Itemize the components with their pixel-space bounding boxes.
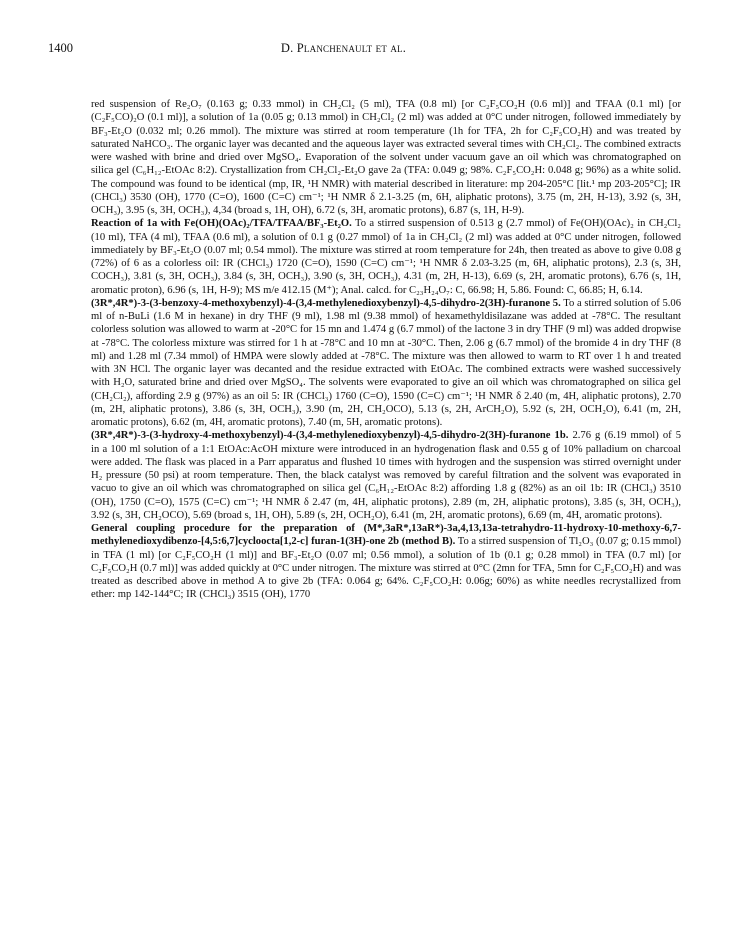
running-title: D. Planchenault et al. [280, 41, 407, 55]
paragraph-text: 2.76 g (6.19 mmol) of 5 in a 100 ml solution of a 1:1 EtOAc:AcOH mixture were introduced in an hydrogenation flask and 0.55 g of 10% palladium on charcoal were added. The flask was placed in a Parr apparatus and flushed 10 times with hydrogen and the suspension was stirred overnight under H₂ pressure (50 psi) at room temperature. Then, the black catalyst was removed by careful filtration and the solvent was evaporated in vacuo to give an oil which was chromatographed on silica gel (C₆H₁₂-EtOAc 8:2) affording 1.8 g (82%) as an oil 1b: IR (CHCl₃) 3510 (OH), 1750 (C=O), 1575 (C=C) cm⁻¹; ¹H NMR δ 2.47 (m, 4H, aliphatic protons), 2.89 (m, 2H, aliphatic protons), 3.85 (s, 3H, OCH₃), 3.92 (s, 3H, CH₂OCO), 5.69 (broad s, 1H, OH), 5.89 (s, 2H, OCH₂O), 6.41 (m, 2H, aromatic protons), 6.69 (m, 4H, aromatic protons). [91, 430, 681, 521]
body-text [91, 98, 681, 602]
paragraph: red suspension of Re₂O₇ (0.163 g; 0.33 mmol) in CH₂Cl₂ (5 ml), TFA (0.8 ml) [or C₂F₅CO₂H (0.6 ml)] and TFAA (0.1 ml) [or (C₂F₅CO)₂O (0.1 ml)], a solution of 1a (0.05 g; 0.13 mmol) in CH₂Cl₂ (2 ml) was added at 0°C under nitrogen, followed immediately by BF₃-Et₂O (0.032 ml; 0.26 mmol). The mixture was stirred at room temperature (1h for TFA, 2h for C₂F₅CO₂H) and was treated by saturated NaHCO₃. The organic layer was decanted and the aqueous layer was extracted several times with CH₂Cl₂. The combined extracts were washed with brine and dried over MgSO₄. Evaporation of the solvent under vacuum gave an oil which was chromatographed on silica gel (C₆H₁₂-EtOAc 8:2). Crystallization from CH₂Cl₂-Et₂O gave 2a (TFA: 0.049 g; 98%. C₂F₅CO₂H: 0.048 g; 96%) as a white solid. The compound was found to be identical (mp, IR, ¹H NMR) with material described in literature: mp 204-205°C [lit.¹ mp 203-205°C]; IR (CHCl₃) 3530 (OH), 1770 (C=O), 1600 (C=C) cm⁻¹; ¹H NMR δ 2.1-3.25 (m, 6H, aliphatic protons), 3.75 (m, 2H, H-13), 3.92 (s, 3H, OCH₃), 3.95 (s, 3H, OCH₃), 4,34 (broad s, 1H, OH), 6.72 (s, 3H, aromatic protons), 6.87 (s, 1H, H-9). [91, 99, 681, 216]
section-heading: Reaction of 1a with Fe(OH)(OAc)₂/TFA/TFAA/BF₃-Et₂O. [91, 218, 352, 230]
paragraph [91, 429, 681, 522]
paragraph-text: To a stirred suspension of 0.513 g (2.7 mmol) of Fe(OH)(OAc)₂ in CH₂Cl₂ (10 ml), TFA (4 ml), TFAA (0.6 ml), a solution of 0.1 g (0.27 mmol) of 1a in CH₂Cl₂ (2 ml) was added at 0°C under nitrogen, followed immediately by BF₃-Et₂O (0.07 ml; 0.54 mmol). The mixture was stirred at room temperature for 24h, then treated as above to give 0.08 g (72%) of 6 as a colorless oil: IR (CHCl₃) 1720 (C=O), 1590 (C=C) cm⁻¹; ¹H NMR δ 2.03-3.25 (m, 6H, aliphatic protons), 2.3 (s, 3H, COCH₃), 3.81 (s, 3H, OCH₃), 3.84 (s, 3H, OCH₃), 3.90 (s, 3H, OCH₃), 4.31 (m, 2H, H-13), 6.69 (s, 2H, aromatic protons), 6.76 (s, 1H, aromatic proton), 6.96 (s, 1H, H-9); MS m/e 412.15 (M⁺); Anal. calcd. for C₂₃H₂₄O₇: C, 66.98; H, 5.86. Found: C, 66.85; H, 6.14. [91, 218, 681, 296]
section-heading: (3R*,4R*)-3-(3-benzoxy-4-methoxybenzyl)-4-(3,4-methylenedioxybenzyl)-4,5-dihydro-2(3H)-furanone 5. [91, 297, 561, 309]
section-heading: General coupling procedure for the preparation of (M*,3aR*,13aR*)-3a,4,13,13a-tetrahydro-11-hydroxy-10-methoxy-6,7-methylenedioxydibenzo-[4,5:6,7]cycloocta[1,2-c] furan-1(3H)-one 2b (method B). [91, 523, 681, 548]
paragraph [91, 217, 681, 297]
paragraph [91, 297, 681, 430]
paragraph [91, 522, 681, 602]
section-heading: (3R*,4R*)-3-(3-hydroxy-4-methoxybenzyl)-4-(3,4-methylenedioxybenzyl)-4,5-dihydro-2(3H)-furanone 1b. [91, 430, 569, 442]
paragraph-text: To a stirred suspension of Tl₂O₃ (0.07 g; 0.15 mmol) in TFA (1 ml) [or C₂F₅CO₂H (1 ml)] and BF₃-Et₂O (0.07 ml; 0.56 mmol), a solution of 1b (0.1 g; 0.28 mmol) in TFA (0.7 ml) [or C₂F₅CO₂H (0.7 ml)] was added quickly at 0°C under nitrogen. The mixture was stirred at 0°C (2mn for TFA, 5mn for C₂F₅CO₂H) and was treated as described above in method A to give 2b (TFA: 0.064 g; 64%. C₂F₅CO₂H: 0.06g; 60%) as white needles recrystallized from ether: mp 142-144°C; IR (CHCl₃) 3515 (OH), 1770 [91, 536, 682, 601]
paragraph-text: To a stirred solution of 5.06 ml of n-BuLi (1.6 M in hexane) in dry THF (9 ml), 1.98 ml (9.38 mmol) of hexamethyldisilazane was added at -78°C. The resultant colorless solution was allowed to warm at -20°C for 15 mn and 1.474 g (6.7 mmol) of the lactone 3 in dry THF (9 ml) was added dropwise at -78°C. The colorless mixture was stirred for 1 h at -78°C and 10 mn at -30°C. Then, 2.06 g (6.7 mmol) of the bromide 4 in dry THF (8 ml) and 1.28 ml (7.34 mmol) of HMPA were slowly added at -78°C. The mixture was then allowed to warm to RT over 1 h and treated with 3N HCl. The organic layer was decanted and the residue extracted with EtOAc. The combined extracts were washed successively with H₂O, saturated brine and dried over MgSO₄. The solvents were evaporated to give an oil which was chromatographed on silica gel (CH₂Cl₂), affording 2.9 g (97%) as an oil 5: IR (CHCl₃) 1760 (C=O), 1590 (C=C) cm⁻¹; ¹H NMR δ 2.40 (m, 4H, aliphatic protons), 2.70 (m, 2H, aliphatic protons), 3.86 (s, 3H, OCH₃), 3.90 (m, 2H, CH₂OCO), 5.13 (s, 2H, ArCH₂O), 5.92 (s, 2H, OCH₂O), 6.41 (m, 2H, aromatic protons), 6.62 (m, 4H, aromatic protons), 7.40 (m, 5H, aromatic protons). [91, 297, 682, 428]
page-number: 1400 [48, 41, 73, 55]
